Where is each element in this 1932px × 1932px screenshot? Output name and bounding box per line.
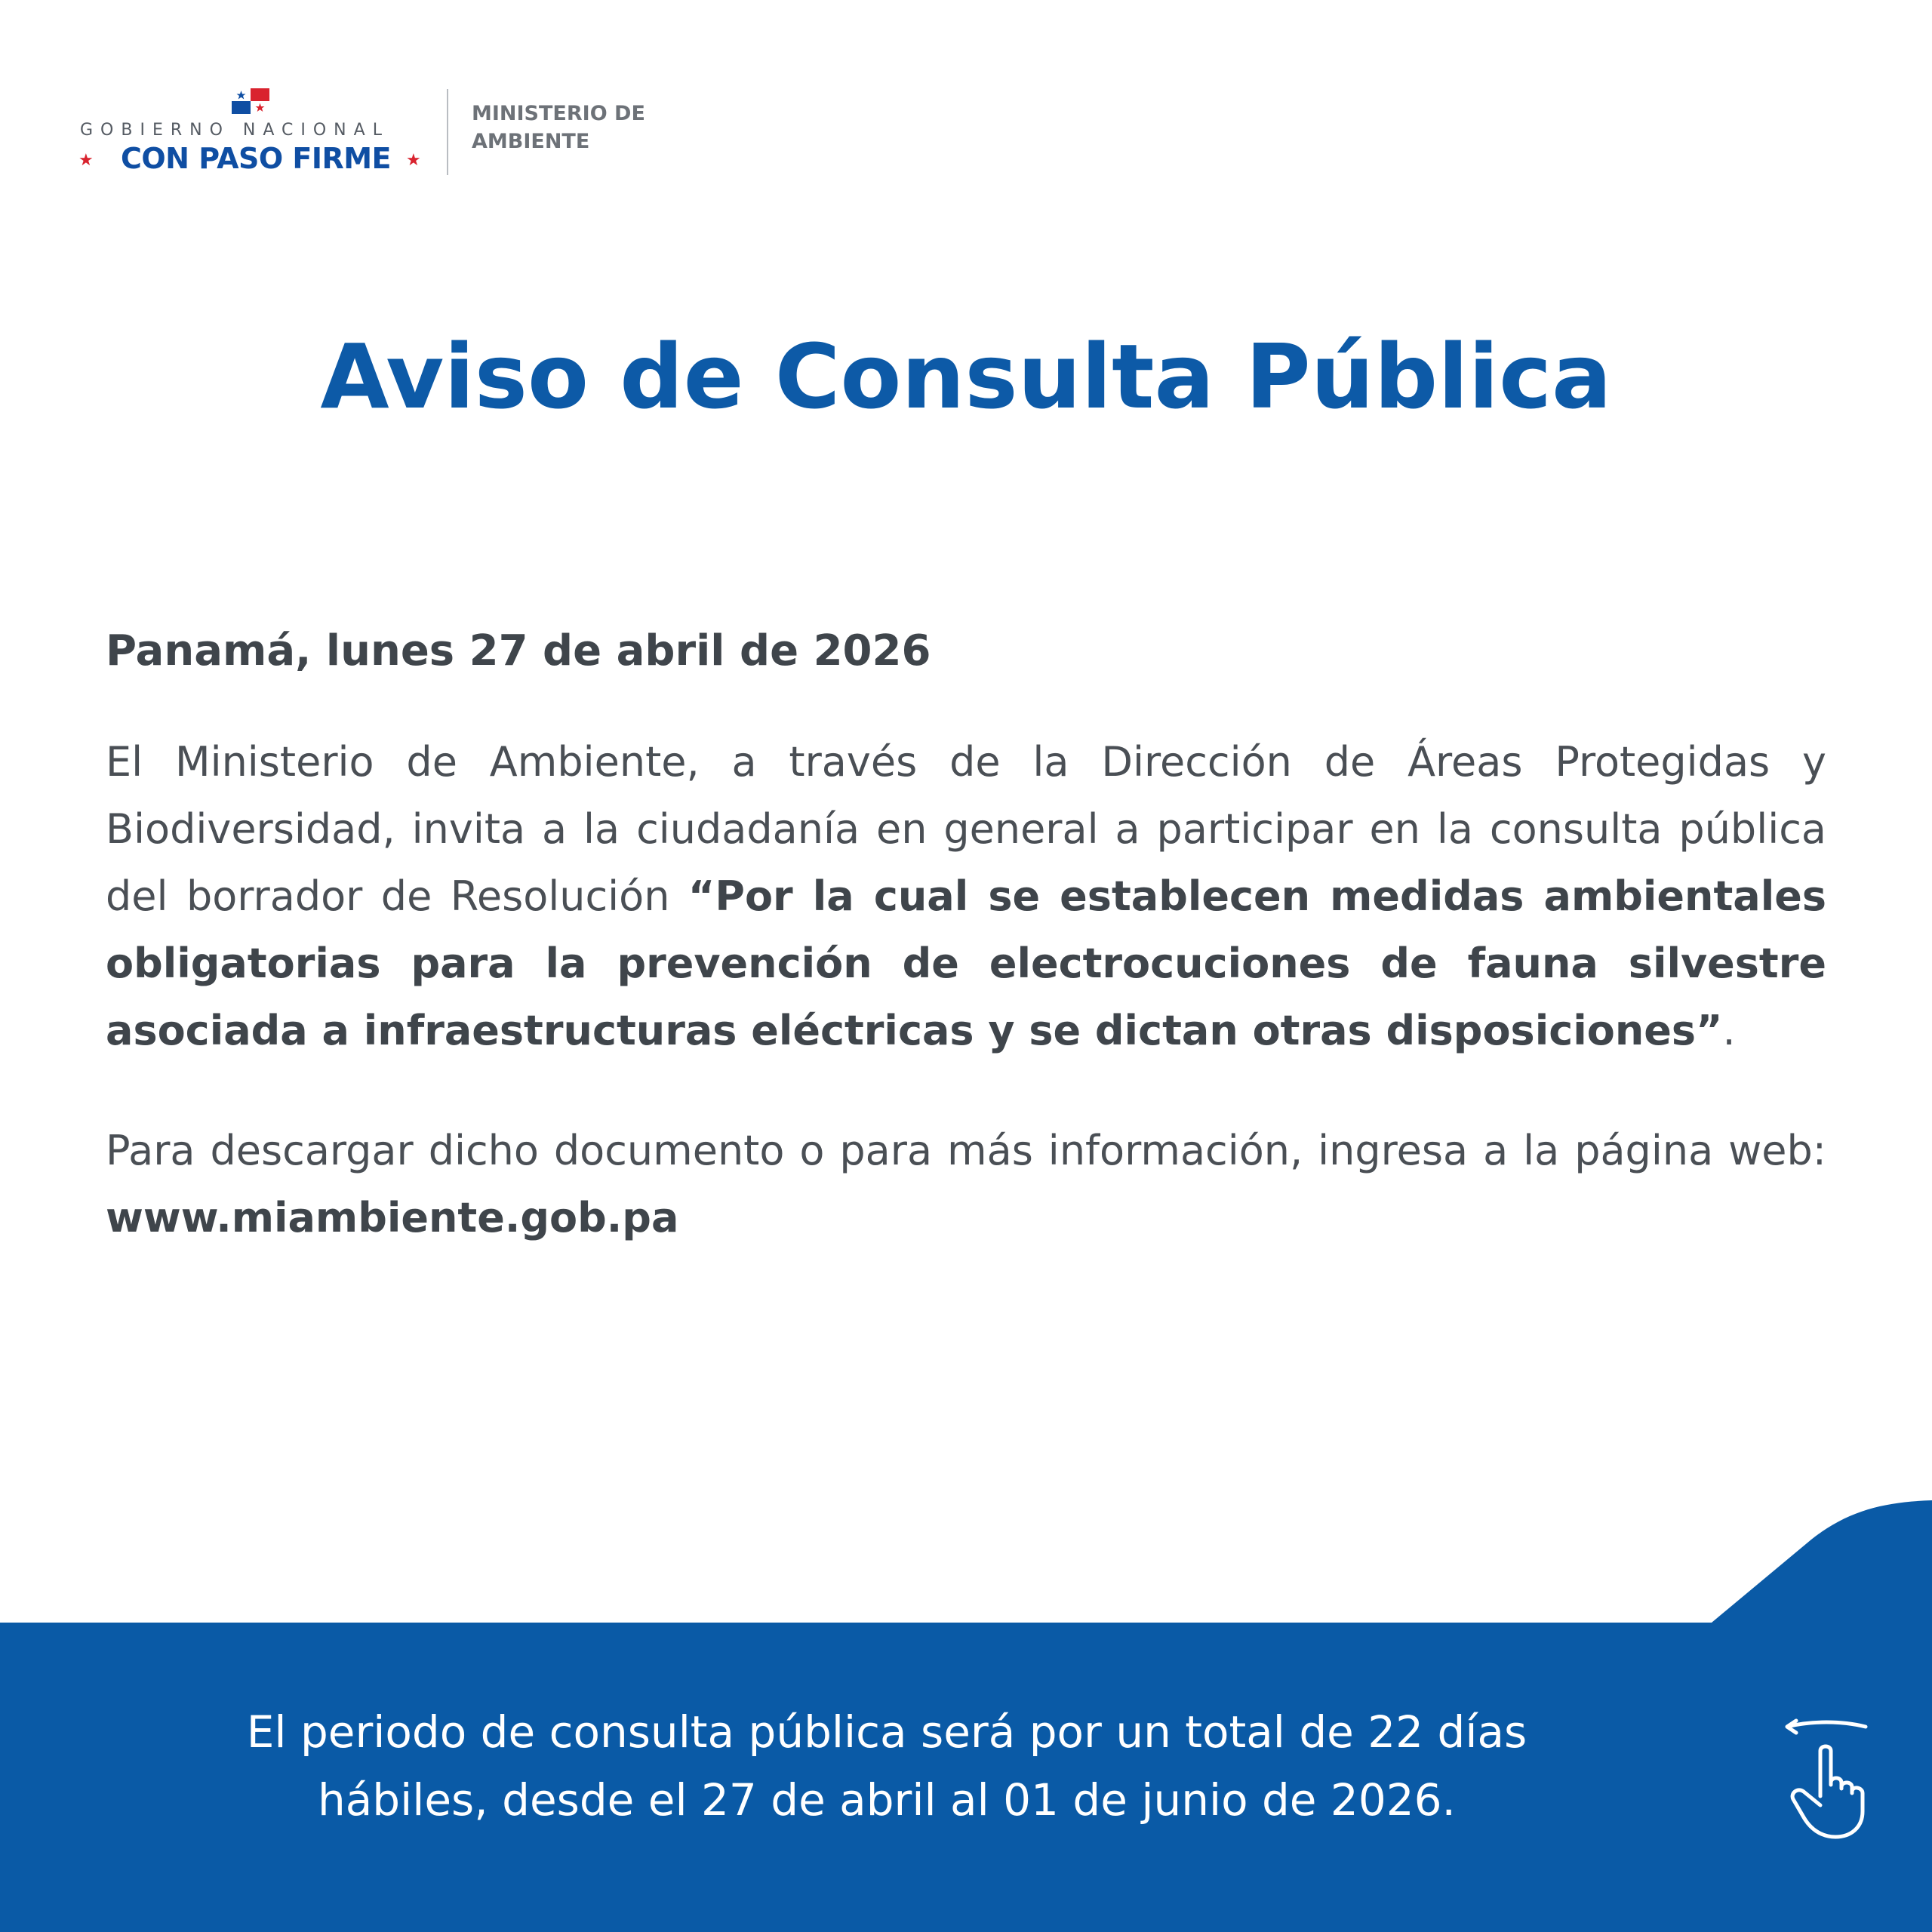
panama-flag-icon bbox=[232, 88, 269, 114]
notice-paragraph-2 bbox=[106, 1117, 1826, 1251]
gov-line-1: GOBIERNO NACIONAL bbox=[80, 121, 389, 140]
swipe-hand-icon bbox=[1781, 1713, 1872, 1841]
star-left-icon: ★ bbox=[78, 151, 94, 170]
ministry-line-1: MINISTERIO DE bbox=[472, 102, 645, 125]
footer-line-1: El periodo de consulta pública será por un total de 22 días bbox=[246, 1706, 1527, 1758]
footer-period-text bbox=[91, 1698, 1683, 1834]
header-logo bbox=[75, 83, 679, 189]
star-right-icon: ★ bbox=[406, 151, 421, 170]
ministry-name bbox=[472, 100, 698, 155]
paragraph-2-text: Para descargar dicho documento o para más información, ingresa a la página web: bbox=[106, 1127, 1826, 1174]
resolution-title: “Por la cual se establecen medidas ambientales obligatorias para la prevención de electrocuciones de fauna silvestre asociada a infraestructuras eléctricas y se dictan otras disposiciones” bbox=[106, 872, 1826, 1054]
logo-divider bbox=[447, 89, 448, 175]
notice-body bbox=[106, 626, 1826, 1304]
ministry-line-2: AMBIENTE bbox=[472, 130, 590, 153]
notice-date: Panamá, lunes 27 de abril de 2026 bbox=[106, 626, 931, 675]
footer-line-2: hábiles, desde el 27 de abril al 01 de junio de 2026. bbox=[318, 1774, 1456, 1826]
gov-line-2: CON PASO FIRME bbox=[120, 142, 392, 175]
paragraph-1-end: . bbox=[1722, 1007, 1736, 1054]
website-link[interactable]: www.miambiente.gob.pa bbox=[106, 1194, 679, 1241]
paragraph-1-intro: El Ministerio de Ambiente, a través de la Dirección de Áreas Protegidas y Biodiversidad, invita a la ciudadanía en general a participar en la consulta pública del borrador de Resolución bbox=[106, 738, 1826, 920]
notice-paragraph-1 bbox=[106, 728, 1826, 1064]
page-title: Aviso de Consulta Pública bbox=[320, 325, 1612, 429]
